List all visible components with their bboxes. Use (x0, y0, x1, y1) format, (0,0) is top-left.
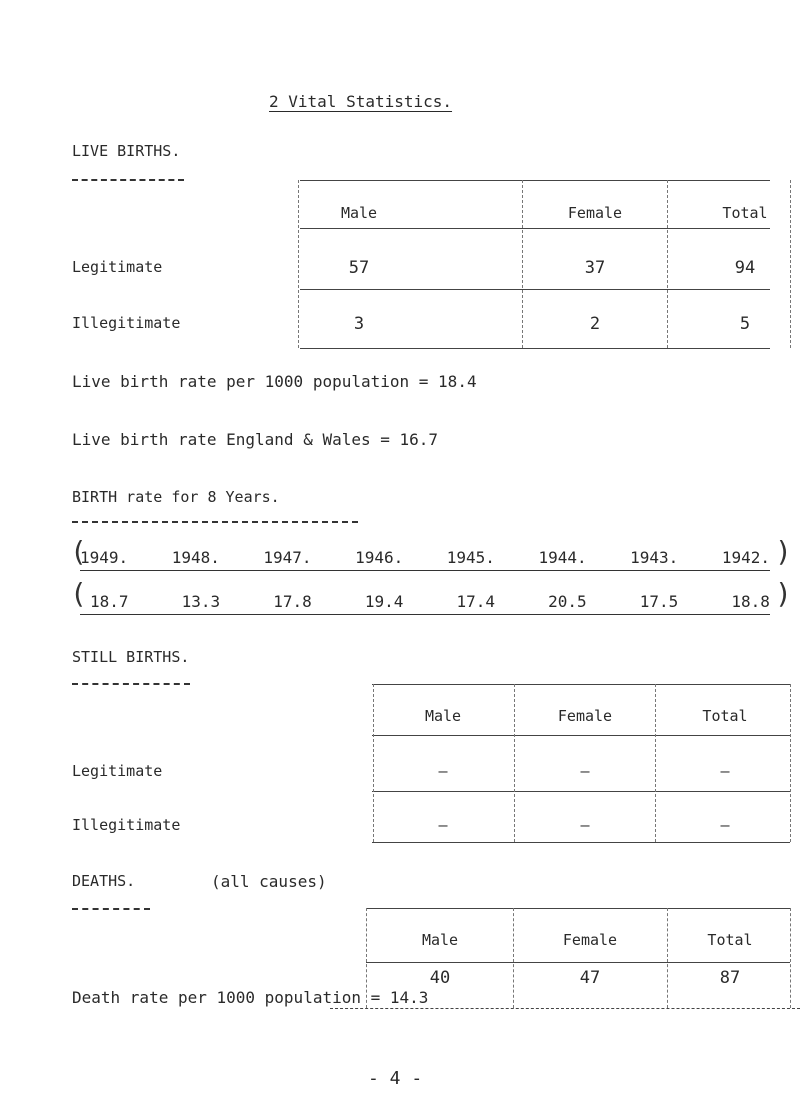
live-births-col-total: Total (722, 204, 768, 222)
deaths-col-total: Total (707, 931, 753, 949)
death-rate-rule (330, 1008, 800, 1009)
rate-1: 18.7 (90, 592, 129, 611)
live-births-illegitimate-total: 5 (739, 314, 751, 334)
year-1: 1949. (80, 548, 129, 567)
still-births-title: STILL BIRTHS. (72, 648, 190, 666)
still-births-legitimate-male: – (438, 762, 448, 780)
live-births-legitimate-male: 57 (348, 258, 370, 278)
year-2: 1948. (171, 548, 220, 567)
live-births-title: LIVE BIRTHS. (72, 142, 181, 160)
birth-rates-row (80, 592, 770, 615)
live-births-legitimate-female: 37 (584, 258, 606, 278)
deaths-title: DEATHS. (72, 872, 136, 890)
live-births-row-label-legitimate: Legitimate (72, 258, 163, 276)
still-births-illegitimate-female: – (580, 816, 590, 834)
year-7: 1943. (630, 548, 679, 567)
live-births-title-underline (72, 179, 184, 181)
rate-3: 17.8 (273, 592, 312, 611)
deaths-col-female: Female (562, 931, 618, 949)
live-births-row-label-illegitimate: Illegitimate (72, 314, 181, 332)
birth-rate-years-title-underline (72, 521, 358, 523)
deaths-col-male: Male (421, 931, 459, 949)
rate-6: 20.5 (548, 592, 587, 611)
death-rate-text: Death rate per 1000 population = 14.3 (72, 988, 429, 1007)
year-3: 1947. (263, 548, 312, 567)
page-number: - 4 - (368, 1068, 423, 1089)
rate-8: 18.8 (731, 592, 770, 611)
still-births-legitimate-total: – (720, 762, 730, 780)
year-4: 1946. (355, 548, 404, 567)
still-births-illegitimate-total: – (720, 816, 730, 834)
rate-4: 19.4 (364, 592, 404, 611)
still-births-row-label-legitimate: Legitimate (72, 762, 163, 780)
still-births-row-label-illegitimate: Illegitimate (72, 816, 181, 834)
deaths-male-value: 40 (429, 968, 451, 988)
year-5: 1945. (446, 548, 495, 567)
still-births-illegitimate-male: – (438, 816, 448, 834)
rate-2: 13.3 (181, 592, 221, 611)
still-births-col-total: Total (702, 707, 748, 725)
page-heading: 2 Vital Statistics. (269, 92, 453, 111)
live-births-col-male: Male (340, 204, 378, 222)
live-births-legitimate-total: 94 (734, 258, 756, 278)
still-births-col-male: Male (424, 707, 462, 725)
live-births-illegitimate-male: 3 (353, 314, 365, 334)
still-births-col-female: Female (557, 707, 613, 725)
still-births-title-underline (72, 683, 190, 685)
england-wales-rate-text: Live birth rate England & Wales = 16.7 (72, 430, 439, 449)
rate-5: 17.4 (456, 592, 496, 611)
birth-rate-years-title: BIRTH rate for 8 Years. (72, 488, 280, 506)
birth-years-row (80, 548, 770, 571)
deaths-title-underline (72, 908, 150, 910)
live-births-col-female: Female (567, 204, 623, 222)
rate-7: 17.5 (639, 592, 679, 611)
deaths-total-value: 87 (719, 968, 741, 988)
live-birth-rate-text: Live birth rate per 1000 population = 18.4 (72, 372, 477, 391)
year-6: 1944. (538, 548, 587, 567)
deaths-female-value: 47 (579, 968, 601, 988)
deaths-subtitle: (all causes) (211, 872, 327, 891)
still-births-legitimate-female: – (580, 762, 590, 780)
year-8: 1942. (721, 548, 770, 567)
live-births-illegitimate-female: 2 (589, 314, 601, 334)
